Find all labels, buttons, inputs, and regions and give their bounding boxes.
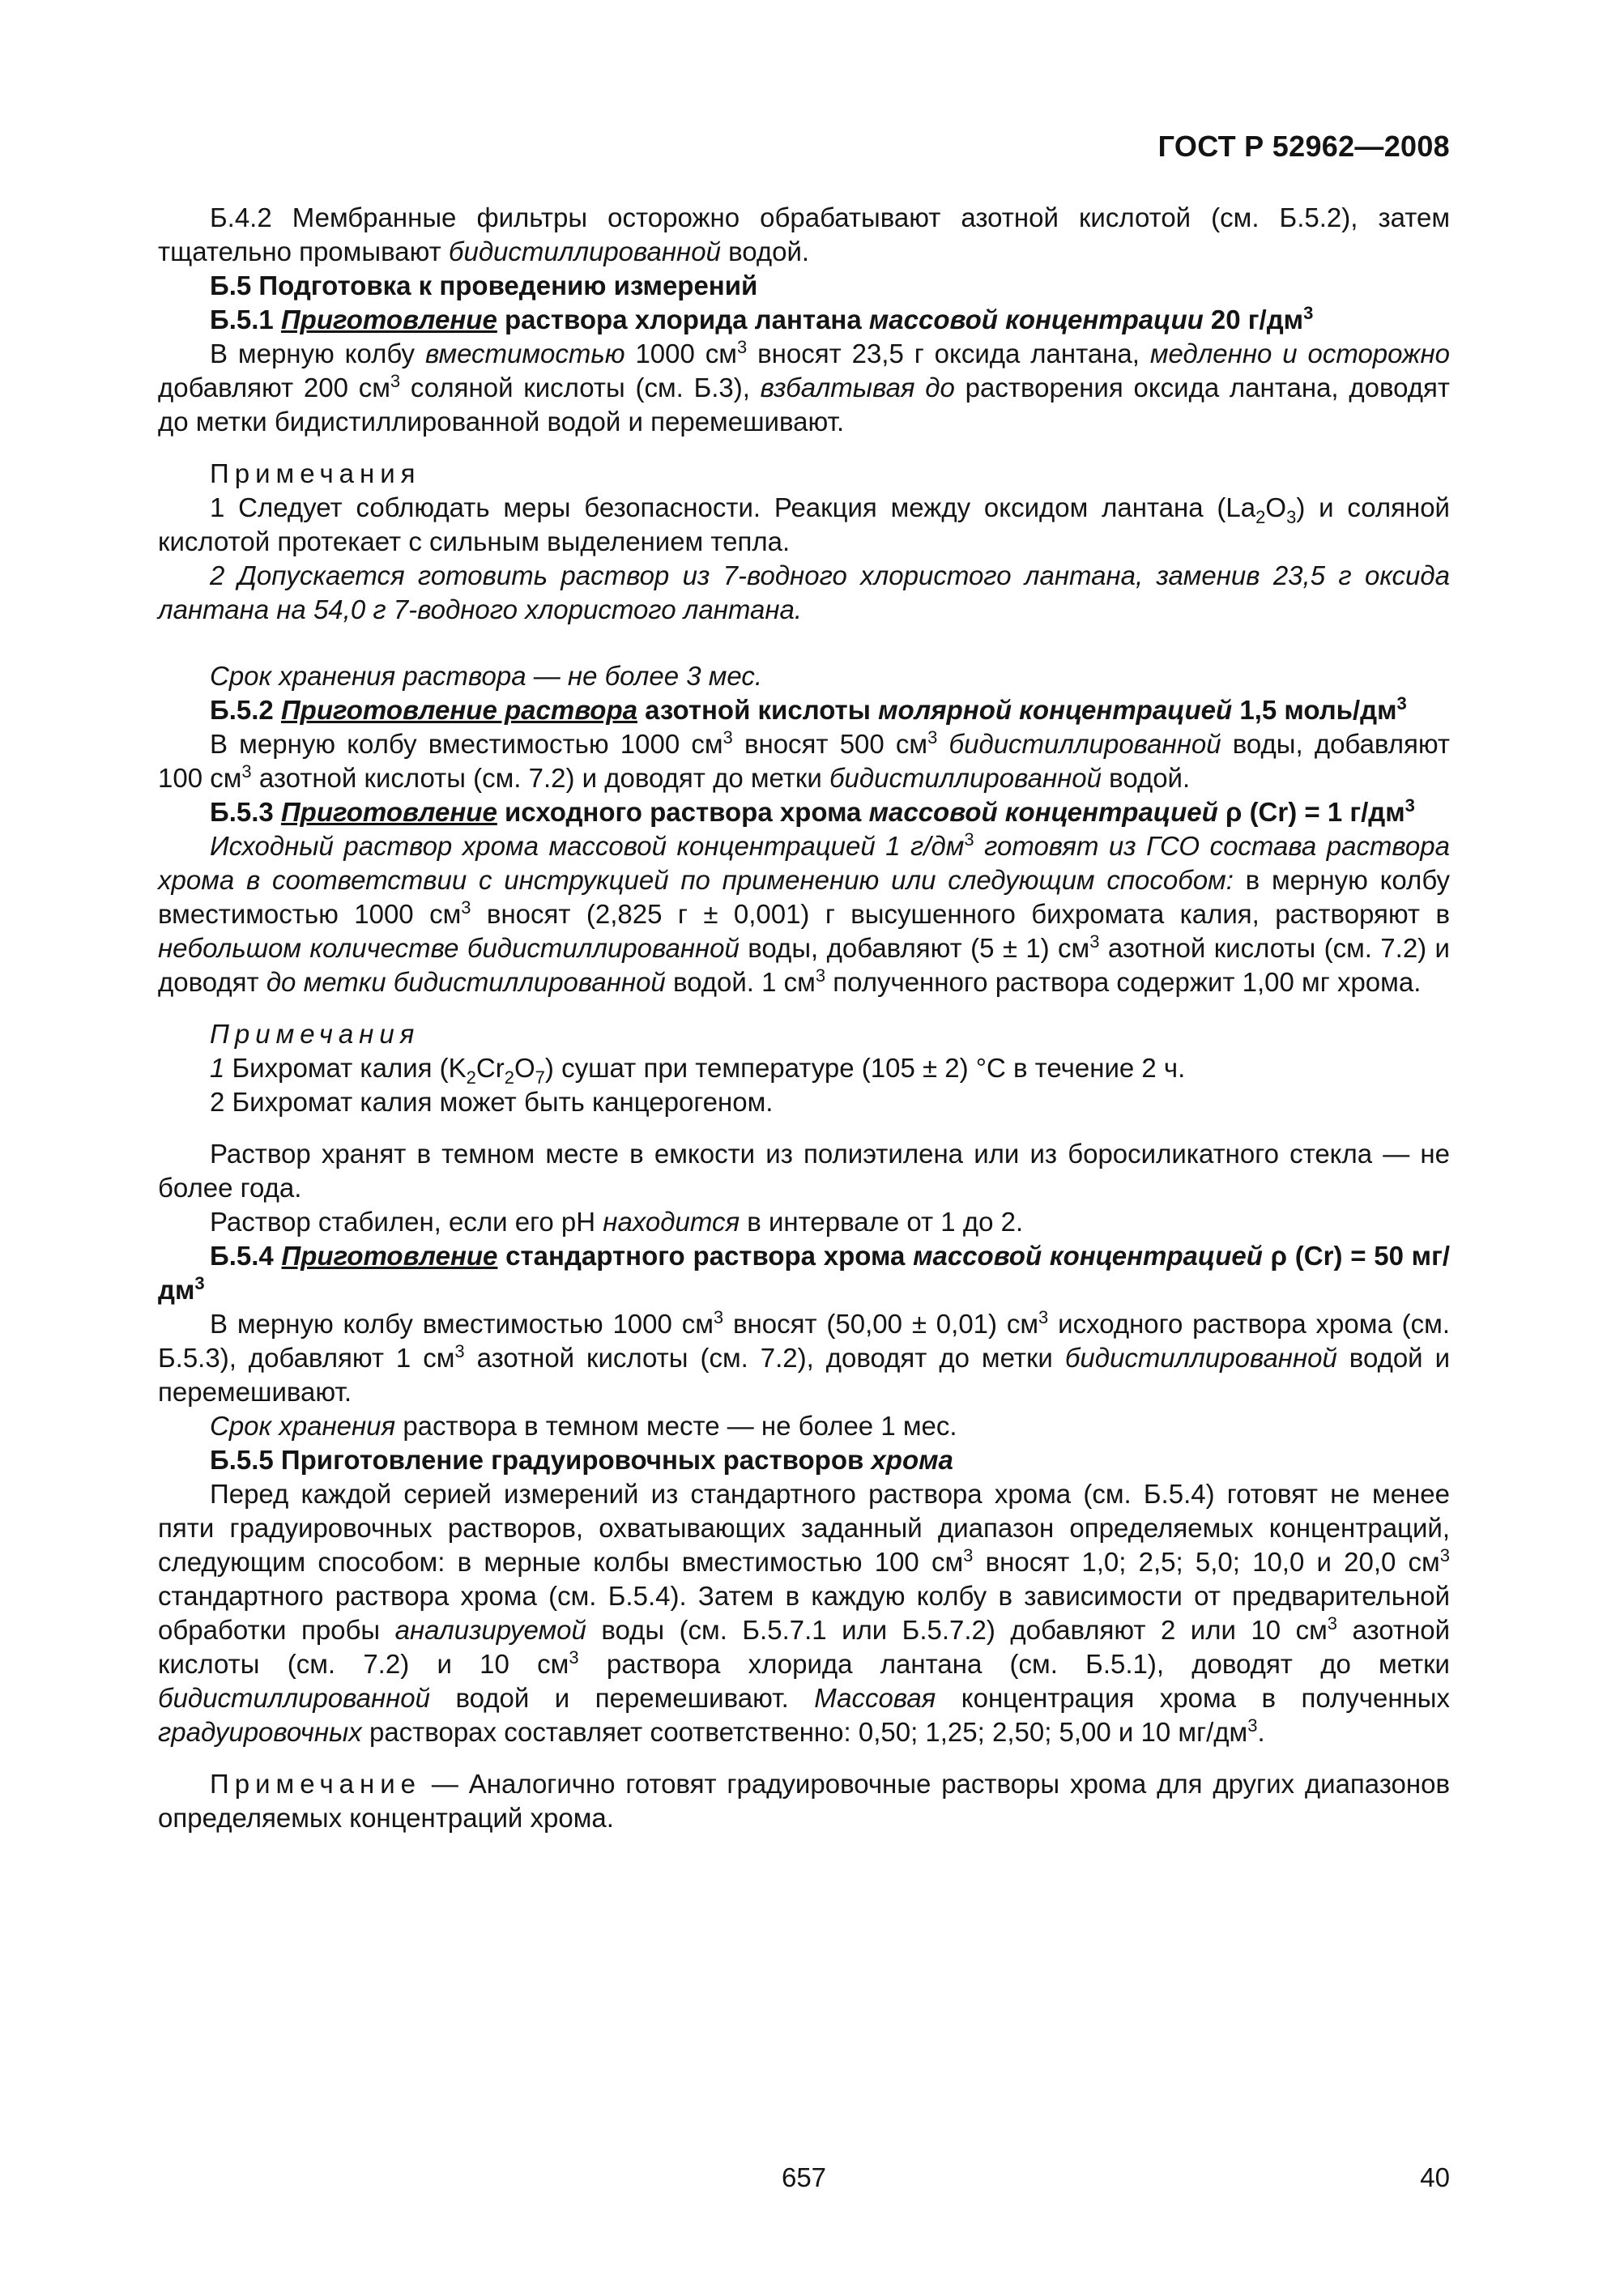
storage-term-2: Раствор хранят в темном месте в емкости из полиэтилена или из боросиликатного стекла — не более года.: [158, 1139, 1450, 1203]
section-heading-b-5: Б.5 Подготовка к проведению измерений: [210, 270, 758, 300]
final-note: Примечание — Аналогично готовят градуировочные растворы хрома для других диапазонов определяемых концентраций хрома.: [158, 1769, 1450, 1833]
subsection-heading-b-5-2: Б.5.2 Приготовление раствора азотной кислоты молярной концентрацией 1,5 моль/$дм^3$: [210, 693, 1407, 725]
paragraph-b-5-3-body: Исходный раствор хрома массовой концентрацией 1 $г/дм^3$ готовят из ГСО состава раствора хрома в соответствии с инструкцией по применению или следующим способом: в мерную колбу вместимостью 1000 $см^3$ вносят (2,825 г ± 0,001) г высушенного бихромата калия, растворяют в небольшом количестве бидистиллированной воды, добавляют (5 ± 1) $см^3$ азотной кислоты (см. 7.2) и доводят до метки бидистиллированной водой. 1 $см^3$ полученного раствора содержит 1,00 мг хрома.: [158, 829, 1450, 997]
note-2-1: 1 Бихромат калия $(K_2Cr_2O_7)$ сушат при температуре (105 ± 2) °С в течение 2 ч.: [210, 1053, 1186, 1088]
document-page: [158, 130, 1450, 1835]
paragraph-b-5-4-body: В мерную колбу вместимостью 1000 $см^3$ вносят (50,00 ± 0,01) $см^3$ исходного раствора хрома (см. Б.5.3), добавляют 1 $см^3$ азотной кислоты (см. 7.2), доводят до метки бидистиллированной водой и перемешивают.: [158, 1307, 1451, 1407]
note-1: 1 Следует соблюдать меры безопасности. Реакция между оксидом лантана $(La_2O_3)$ и соляной кислотой протекает с сильным выделением тепла.: [158, 492, 1450, 556]
document-id-header: ГОСТ Р 52962—2008: [1157, 130, 1450, 163]
paragraph-b-4-2: Б.4.2 Мембранные фильтры осторожно обрабатывают азотной кислотой (см. Б.5.2), затем тщательно промывают бидистиллированной водой.: [158, 202, 1450, 266]
notes-title-2: Примечания: [210, 1019, 420, 1049]
note-2: 2 Допускается готовить раствор из 7-водного хлористого лантана, заменив 23,5 г оксида лантана на 54,0 г 7-водного хлористого лантана.: [158, 560, 1450, 624]
footer-page-number-right: 40: [1420, 2162, 1450, 2192]
subsection-heading-b-5-3: Б.5.3 Приготовление исходного раствора хрома массовой концентрацией ρ (Cr) = 1 $г/дм^3$: [210, 795, 1415, 827]
subsection-heading-b-5-5: Б.5.5 Приготовление градуировочных растворов хрома: [210, 1445, 953, 1475]
subsection-heading-b-5-1: Б.5.1 Приготовление раствора хлорида лантана массовой концентрации 20 $г/дм^3$: [210, 303, 1314, 334]
paragraph-b-5-1-body: В мерную колбу вместимостью 1000 $см^3$ вносят 23,5 г оксида лантана, медленно и осторожно добавляют 200 $см^3$ соляной кислоты (см. Б.3), взбалтывая до растворения оксида лантана, доводят до метки бидистиллированной водой и перемешивают.: [158, 337, 1450, 437]
stability-note: Раствор стабилен, если его рН находится в интервале от 1 до 2.: [210, 1207, 1024, 1237]
footer-page-number-center: 657: [781, 2162, 827, 2192]
storage-term-1: Срок хранения раствора — не более 3 мес.: [210, 661, 763, 691]
storage-term-3: Срок хранения раствора в темном месте — не более 1 мес.: [210, 1411, 957, 1441]
notes-title: Примечания: [210, 458, 421, 488]
paragraph-b-5-2-body: В мерную колбу вместимостью 1000 $см^3$ вносят 500 $см^3$ бидистиллированной воды, добавляют 100 $см^3$ азотной кислоты (см. 7.2) и доводят до метки бидистиллированной водой.: [158, 727, 1450, 793]
paragraph-b-5-5-body: Перед каждой серией измерений из стандартного раствора хрома (см. Б.5.4) готовят не менее пяти градуировочных растворов, охватывающих заданный диапазон определяемых концентраций, следующим способом: в мерные колбы вместимостью 100 $см^3$ вносят 1,0; 2,5; 5,0; 10,0 и 20,0 $см^3$ стандартного раствора хрома (см. Б.5.4). Затем в каждую колбу в зависимости от предварительной обработки пробы анализируемой воды (см. Б.5.7.1 или Б.5.7.2) добавляют 2 или 10 $см^3$ азотной кислоты (см. 7.2) и 10 $см^3$ раствора хлорида лантана (см. Б.5.1), доводят до метки бидистиллированной водой и перемешивают. Массовая концентрация хрома в полученных градуировочных растворах составляет соответственно: 0,50; 1,25; 2,50; 5,00 и 10 $мг/дм^3$.: [158, 1479, 1451, 1747]
subsection-heading-b-5-4: Б.5.4 Приготовление стандартного раствора хрома массовой концентрацией ρ (Cr) = 50 $мг/дм^3$: [158, 1241, 1450, 1305]
note-2-2: 2 Бихромат калия может быть канцерогеном.: [210, 1087, 774, 1117]
